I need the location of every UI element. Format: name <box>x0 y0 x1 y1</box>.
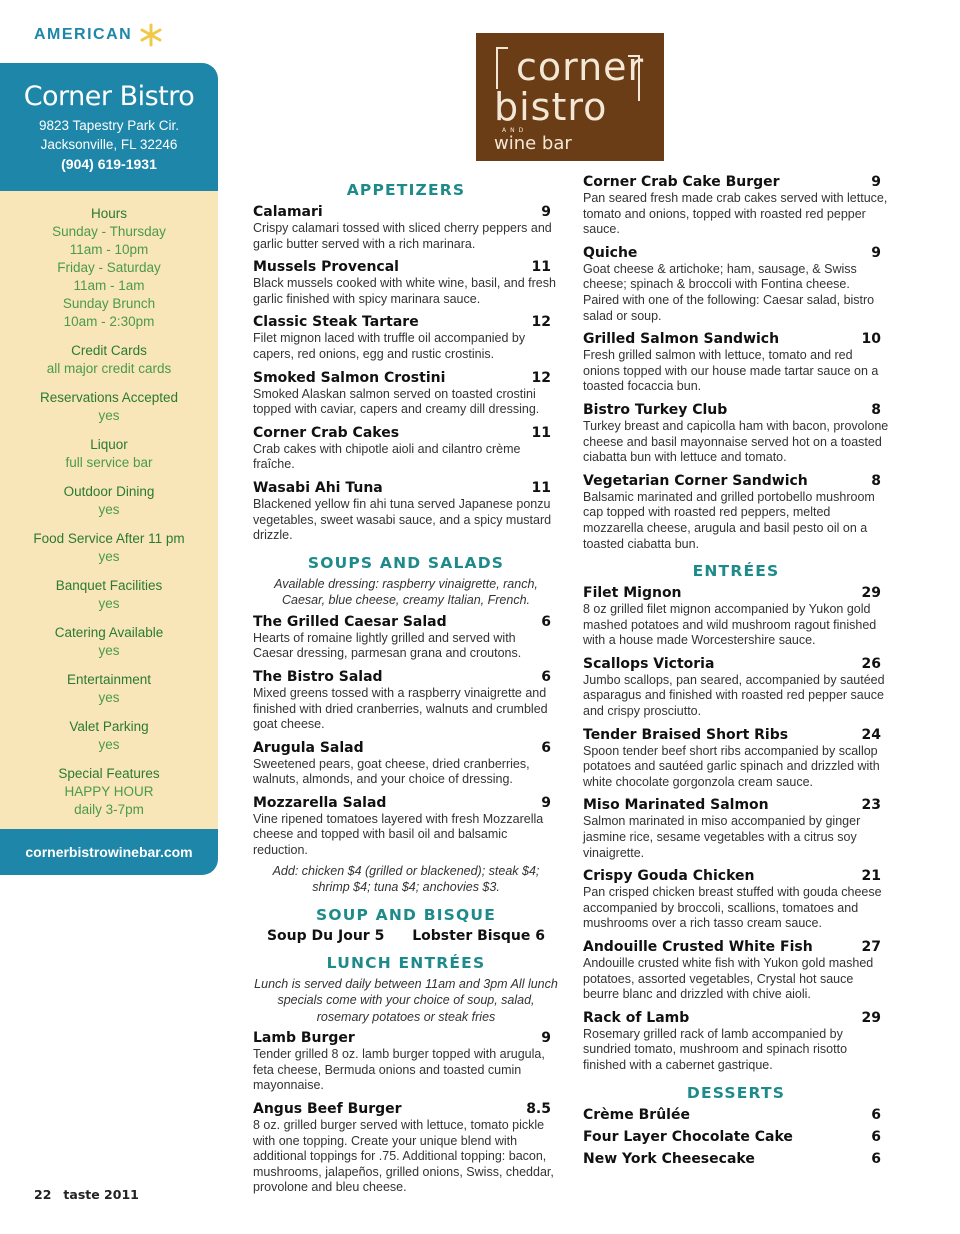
menu-item-header <box>253 739 559 757</box>
fact-value: yes <box>98 596 120 611</box>
fact-value: yes <box>98 408 120 423</box>
fact-block <box>0 671 218 707</box>
menu-item-description: Smoked Alaskan salmon served on toasted crostini topped with caviar, capers and creamy dill dressing. <box>253 386 540 417</box>
menu-item-name: The Bistro Salad <box>253 668 383 685</box>
fact-block <box>0 342 218 378</box>
menu-item-price: 6 <box>541 739 551 756</box>
menu-item-header <box>253 258 559 276</box>
menu-item-name: Corner Crab Cakes <box>253 424 400 441</box>
fact-label: Outdoor Dining <box>63 484 155 499</box>
menu-item-header <box>583 1106 889 1124</box>
menu-item-description: Mixed greens tossed with a raspberry vinaigrette and finished with dried cranberries, walnuts and crumbled goat cheese. <box>253 685 548 732</box>
menu-item-name: Miso Marinated Salmon <box>583 797 769 814</box>
dressing-note: Available dressing: raspberry vinaigrette, ranch, Caesar, blue cheese, creamy Italian, French. <box>274 576 538 608</box>
menu-item-name: Bistro Turkey Club <box>583 401 728 418</box>
menu-item-price: 11 <box>531 479 551 496</box>
lunch-title: LUNCH ENTRÉES <box>326 953 486 972</box>
business-name: Corner Bistro <box>23 81 195 112</box>
menu-item-name: Vegetarian Corner Sandwich <box>583 472 808 489</box>
menu-item <box>253 613 559 662</box>
menu-item-description: Sweetened pears, goat cheese, dried cranberries, walnuts, almonds, and your choice of dressing. <box>253 756 530 787</box>
menu-item-name: Angus Beef Burger <box>253 1100 402 1117</box>
menu-item <box>583 796 889 861</box>
menu-item-price: 23 <box>861 797 881 814</box>
menu-item-description: Black mussels cooked with white wine, basil, and fresh garlic finished with spicy marinara sauce. <box>253 276 556 306</box>
menu-item-header <box>583 726 889 744</box>
menu-item-price: 12 <box>531 369 551 386</box>
page-number: 22 <box>34 1187 52 1202</box>
menu-item <box>253 1100 559 1196</box>
menu-item-header <box>253 794 559 812</box>
menu-item <box>253 668 559 733</box>
menu-item-price: 11 <box>531 424 551 441</box>
menu-item-price: 6 <box>871 1128 881 1145</box>
fact-value: 10am - 2:30pm <box>63 314 155 329</box>
menu-item-price: 9 <box>541 794 551 811</box>
soup-bisque-title: SOUP AND BISQUE <box>315 905 496 924</box>
menu-item-header <box>583 330 889 348</box>
fact-value: Sunday Brunch <box>62 296 156 311</box>
menu-item <box>583 726 889 791</box>
menu-item-description: Pan crisped chicken breast stuffed with gouda cheese accompanied by broccoli, scallions, tomatoes and mushrooms over a rich tasso cream sauce. <box>583 885 882 931</box>
entrees-list <box>583 584 889 1073</box>
menu-item-header <box>253 203 559 221</box>
lobster-bisque: Lobster Bisque 6 <box>412 927 546 944</box>
fact-value: daily 3-7pm <box>74 802 144 817</box>
fact-value: yes <box>98 737 120 752</box>
fact-label: Banquet Facilities <box>55 578 163 593</box>
menu-item-price: 9 <box>541 1030 551 1047</box>
menu-item-header <box>583 173 889 191</box>
menu-item-name: Scallops Victoria <box>583 655 715 672</box>
menu-item <box>583 1009 889 1074</box>
fact-label: Food Service After 11 pm <box>33 531 185 546</box>
menu-item-price: 9 <box>871 244 881 261</box>
menu-item <box>583 655 889 720</box>
menu-item-price: 29 <box>861 585 881 602</box>
fact-label: Reservations Accepted <box>39 390 179 405</box>
fact-value: 11am - 1am <box>73 278 145 293</box>
fact-block <box>0 530 218 566</box>
menu-item-name: Crispy Gouda Chicken <box>583 868 755 885</box>
menu-item <box>583 584 889 649</box>
fact-value: 11am - 10pm <box>69 242 149 257</box>
menu-item-header <box>253 668 559 686</box>
address-line-2: Jacksonville, FL 32246 <box>40 137 178 152</box>
menu-item-description: Salmon marinated in miso accompanied by ginger jasmine rice, sesame vegetables with a citrus soy vinaigrette. <box>583 814 861 860</box>
menu-item-name: Calamari <box>253 204 323 220</box>
logo-line-4: wine bar <box>494 133 572 154</box>
menu-item-price: 8 <box>871 401 881 418</box>
fact-block <box>0 436 218 472</box>
menu-item-header <box>583 1150 889 1168</box>
menu-item-price: 8 <box>871 472 881 489</box>
menu-item-price: 27 <box>861 939 881 955</box>
menu-item-name: Andouille Crusted White Fish <box>583 939 813 955</box>
logo-line-1: corner <box>516 45 645 89</box>
menu-item-price: 29 <box>861 1009 881 1026</box>
menu-item-name: Lamb Burger <box>253 1030 355 1047</box>
sidebar-header <box>0 63 218 191</box>
facts-list <box>0 191 218 819</box>
menu-item <box>253 369 559 418</box>
fact-value: yes <box>98 643 120 658</box>
menu-item <box>253 258 559 307</box>
menu-item-name: Smoked Salmon Crostini <box>253 369 446 386</box>
menu-column-right <box>583 173 889 1172</box>
menu-item-header <box>583 867 889 885</box>
menu-item-name: Grilled Salmon Sandwich <box>583 331 780 348</box>
fact-block <box>0 483 218 519</box>
menu-item-header <box>253 1029 559 1047</box>
menu-item-header <box>583 244 889 262</box>
menu-item-name: Wasabi Ahi Tuna <box>253 479 383 496</box>
menu-item-description: Andouille crusted white fish with Yukon gold mashed potatoes, assorted vegetables, Crystal hot sauce beurre blanc and drizzled with chive aioli. <box>583 956 874 1002</box>
menu-item-description: Balsamic marinated and grilled portobello mushroom cap topped with roasted red peppers, melted mozzarella cheese, arugula and basil pesto oil on a toasted ciabatta bun. <box>583 489 875 551</box>
menu-item-name: Four Layer Chocolate Cake <box>583 1128 793 1145</box>
address-line-1: 9823 Tapestry Park Cir. <box>38 118 180 133</box>
menu-item <box>253 794 559 859</box>
menu-item-name: Quiche <box>583 244 638 261</box>
menu-item-description: Pan seared fresh made crab cakes served with lettuce, tomato and onions, topped with roasted red pepper sauce. <box>583 191 888 237</box>
menu-item-name: The Grilled Caesar Salad <box>253 613 447 630</box>
menu-item-price: 12 <box>531 314 551 331</box>
fact-label: Valet Parking <box>69 719 149 734</box>
menu-item-description: Vine ripened tomatoes layered with fresh Mozzarella cheese and topped with basil oil and balsamic reduction. <box>253 811 544 858</box>
menu-item-name: Crème Brûlée <box>583 1106 690 1123</box>
phone-number: (904) 619-1931 <box>61 156 157 172</box>
menu-item <box>583 1128 889 1146</box>
menu-item-description: Blackened yellow fin ahi tuna served Japanese ponzu vegetables, sweet wasabi sauce, and a spicy mustard drizzle. <box>253 496 552 543</box>
menu-item-header <box>583 472 889 490</box>
menu-item <box>583 938 889 1003</box>
info-sidebar <box>0 63 218 875</box>
fact-label: Hours <box>90 206 127 221</box>
menu-item <box>583 867 889 932</box>
menu-item <box>253 479 559 544</box>
fact-block <box>0 718 218 754</box>
asterisk-icon <box>138 22 164 48</box>
menu-item-description: Tender grilled 8 oz. lamb burger topped with arugula, feta cheese, Bermuda onions and toasted cumin mayonnaise. <box>253 1047 545 1093</box>
menu-item-price: 6 <box>541 613 551 630</box>
desserts-list <box>583 1106 889 1168</box>
category-text: AMERICAN <box>34 26 133 43</box>
entrees-title: ENTRÉES <box>692 562 780 581</box>
menu-item-price: 9 <box>541 204 551 220</box>
fact-block <box>0 205 218 331</box>
fact-value: yes <box>98 502 120 517</box>
soups-salads-title: SOUPS AND SALADS <box>307 553 505 572</box>
fact-value: yes <box>98 690 120 705</box>
fact-label: Liquor <box>90 437 128 452</box>
fact-block <box>0 624 218 660</box>
menu-item-header <box>583 655 889 673</box>
menu-item-description: Fresh grilled salmon with lettuce, tomato and red onions topped with our house made tartar sauce on a toasted focaccia bun. <box>583 348 879 394</box>
page-footer <box>34 1187 139 1202</box>
menu-item-name: Arugula Salad <box>253 739 364 756</box>
salads-list <box>253 613 559 859</box>
fact-value: Friday - Saturday <box>57 260 161 275</box>
menu-item-description: 8 oz grilled filet mignon accompanied by Yukon gold mashed potatoes and wild mushroom ragout finished with a house made Worcestershire sauce. <box>583 602 877 648</box>
logo-line-2: bistro <box>494 85 608 129</box>
menu-item <box>583 1150 889 1168</box>
menu-item-name: New York Cheesecake <box>583 1150 755 1167</box>
menu-item <box>253 424 559 473</box>
menu-item-name: Mozzarella Salad <box>253 794 387 811</box>
menu-item-price: 21 <box>861 868 881 885</box>
website-link[interactable]: cornerbistrowinebar.com <box>0 829 218 875</box>
menu-item <box>583 472 889 552</box>
menu-item-description: Crab cakes with chipotle aioli and cilantro crème fraîche. <box>253 441 521 472</box>
menu-item-description: Turkey breast and capicolla ham with bacon, provolone cheese and basil mayonnaise served hot on a toasted ciabatta bun with lettuce and tomato. <box>583 418 889 465</box>
logo-line-3: AND <box>502 127 528 134</box>
menu-item <box>583 173 889 238</box>
lunch-list <box>253 1029 559 1196</box>
menu-item-price: 6 <box>871 1106 881 1123</box>
menu-item-price: 6 <box>871 1150 881 1167</box>
soup-du-jour: Soup Du Jour 5 <box>266 927 385 944</box>
addon-note: Add: chicken $4 (grilled or blackened); steak $4; shrimp $4; tuna $4; anchovies $3. <box>272 863 540 895</box>
menu-item-header <box>253 613 559 631</box>
desserts-title: DESSERTS <box>686 1083 786 1102</box>
restaurant-logo <box>476 33 664 161</box>
menu-item-description: Hearts of romaine lightly grilled and served with Caesar dressing, parmesan grana and croutons. <box>253 630 522 661</box>
menu-item <box>583 244 889 324</box>
menu-column-left <box>253 175 559 1202</box>
category-label <box>34 22 164 48</box>
menu-item-price: 10 <box>861 331 881 348</box>
lunch-note: Lunch is served daily between 11am and 3pm All lunch specials come with your choice of soup, salad, rosemary potatoes or steak fries <box>254 976 558 1024</box>
fact-block <box>0 765 218 819</box>
publication-name: taste 2011 <box>63 1187 139 1202</box>
fact-block <box>0 577 218 613</box>
fact-value: HAPPY HOUR <box>64 784 154 799</box>
menu-item-description: Goat cheese & artichoke; ham, sausage, & Swiss cheese; spinach & broccoli with Fontina cheese. Paired with one of the following: Caesar salad, bistro salad or soup. <box>583 261 875 323</box>
menu-item-header <box>583 1128 889 1146</box>
menu-item-price: 24 <box>861 726 881 743</box>
menu-item-header <box>583 401 889 419</box>
menu-item-header <box>253 369 559 387</box>
menu-item-header <box>253 479 559 497</box>
fact-value: full service bar <box>65 455 153 470</box>
menu-item-description: Rosemary grilled rack of lamb accompanied by sundried tomato, mushroom and spinach risotto finished with a cabernet gastrique. <box>583 1026 848 1072</box>
menu-item-price: 9 <box>871 174 881 190</box>
menu-item-header <box>583 584 889 602</box>
menu-item-description: Crispy calamari tossed with sliced cherry peppers and garlic butter served with a rich marinara. <box>253 221 552 251</box>
menu-item <box>253 313 559 362</box>
menu-item-description: Spoon tender beef short ribs accompanied by scallop potatoes and sautéed garlic spinach and drizzled with white chocolate gorgonzola cream sauce. <box>583 743 880 789</box>
fact-value: yes <box>98 549 120 564</box>
menu-item <box>253 739 559 788</box>
menu-item-header <box>583 796 889 814</box>
menu-item-description: 8 oz. grilled burger served with lettuce, tomato pickle with one topping. Create your unique blend with additional toppings for .75. Additional topping: bacon, mushrooms, jalapeños, grilled onions, Swiss, cheddar, provolone and bleu cheese. <box>253 1117 554 1195</box>
menu-item <box>253 1029 559 1094</box>
fact-label: Entertainment <box>66 672 152 687</box>
soup-bisque-row <box>253 928 559 944</box>
menu-item-name: Filet Mignon <box>583 585 682 602</box>
menu-item <box>583 1106 889 1124</box>
menu-item-price: 11 <box>531 259 551 276</box>
menu-item-header <box>583 938 889 956</box>
menu-item-name: Rack of Lamb <box>583 1009 690 1026</box>
fact-label: Catering Available <box>54 625 164 640</box>
menu-item-description: Jumbo scallops, pan seared, accompanied by sautéed asparagus and finished with roasted red pepper sauce and crispy prosciutto. <box>583 672 885 719</box>
menu-item-name: Tender Braised Short Ribs <box>583 726 789 743</box>
menu-item-price: 6 <box>541 668 551 685</box>
menu-item <box>583 401 889 466</box>
menu-item-header <box>583 1009 889 1027</box>
menu-item-name: Corner Crab Cake Burger <box>583 174 780 190</box>
fact-block <box>0 389 218 425</box>
menu-item-name: Classic Steak Tartare <box>253 314 419 331</box>
sandwich-list <box>583 173 889 552</box>
fact-label: Special Features <box>58 766 160 781</box>
menu-item-price: 26 <box>861 655 881 672</box>
menu-item-price: 8.5 <box>526 1100 551 1117</box>
fact-label: Credit Cards <box>71 343 147 358</box>
fact-value: Sunday - Thursday <box>52 224 166 239</box>
fact-value: all major credit cards <box>46 361 172 376</box>
menu-item-description: Filet mignon laced with truffle oil accompanied by capers, red onions, egg and rustic crostinis. <box>253 331 526 361</box>
menu-item-name: Mussels Provencal <box>253 259 399 276</box>
appetizers-title: APPETIZERS <box>346 181 466 199</box>
menu-item-header <box>253 1100 559 1118</box>
menu-item <box>583 330 889 395</box>
appetizers-list <box>253 203 559 544</box>
menu-item <box>253 203 559 252</box>
menu-item-header <box>253 424 559 442</box>
menu-item-header <box>253 313 559 331</box>
